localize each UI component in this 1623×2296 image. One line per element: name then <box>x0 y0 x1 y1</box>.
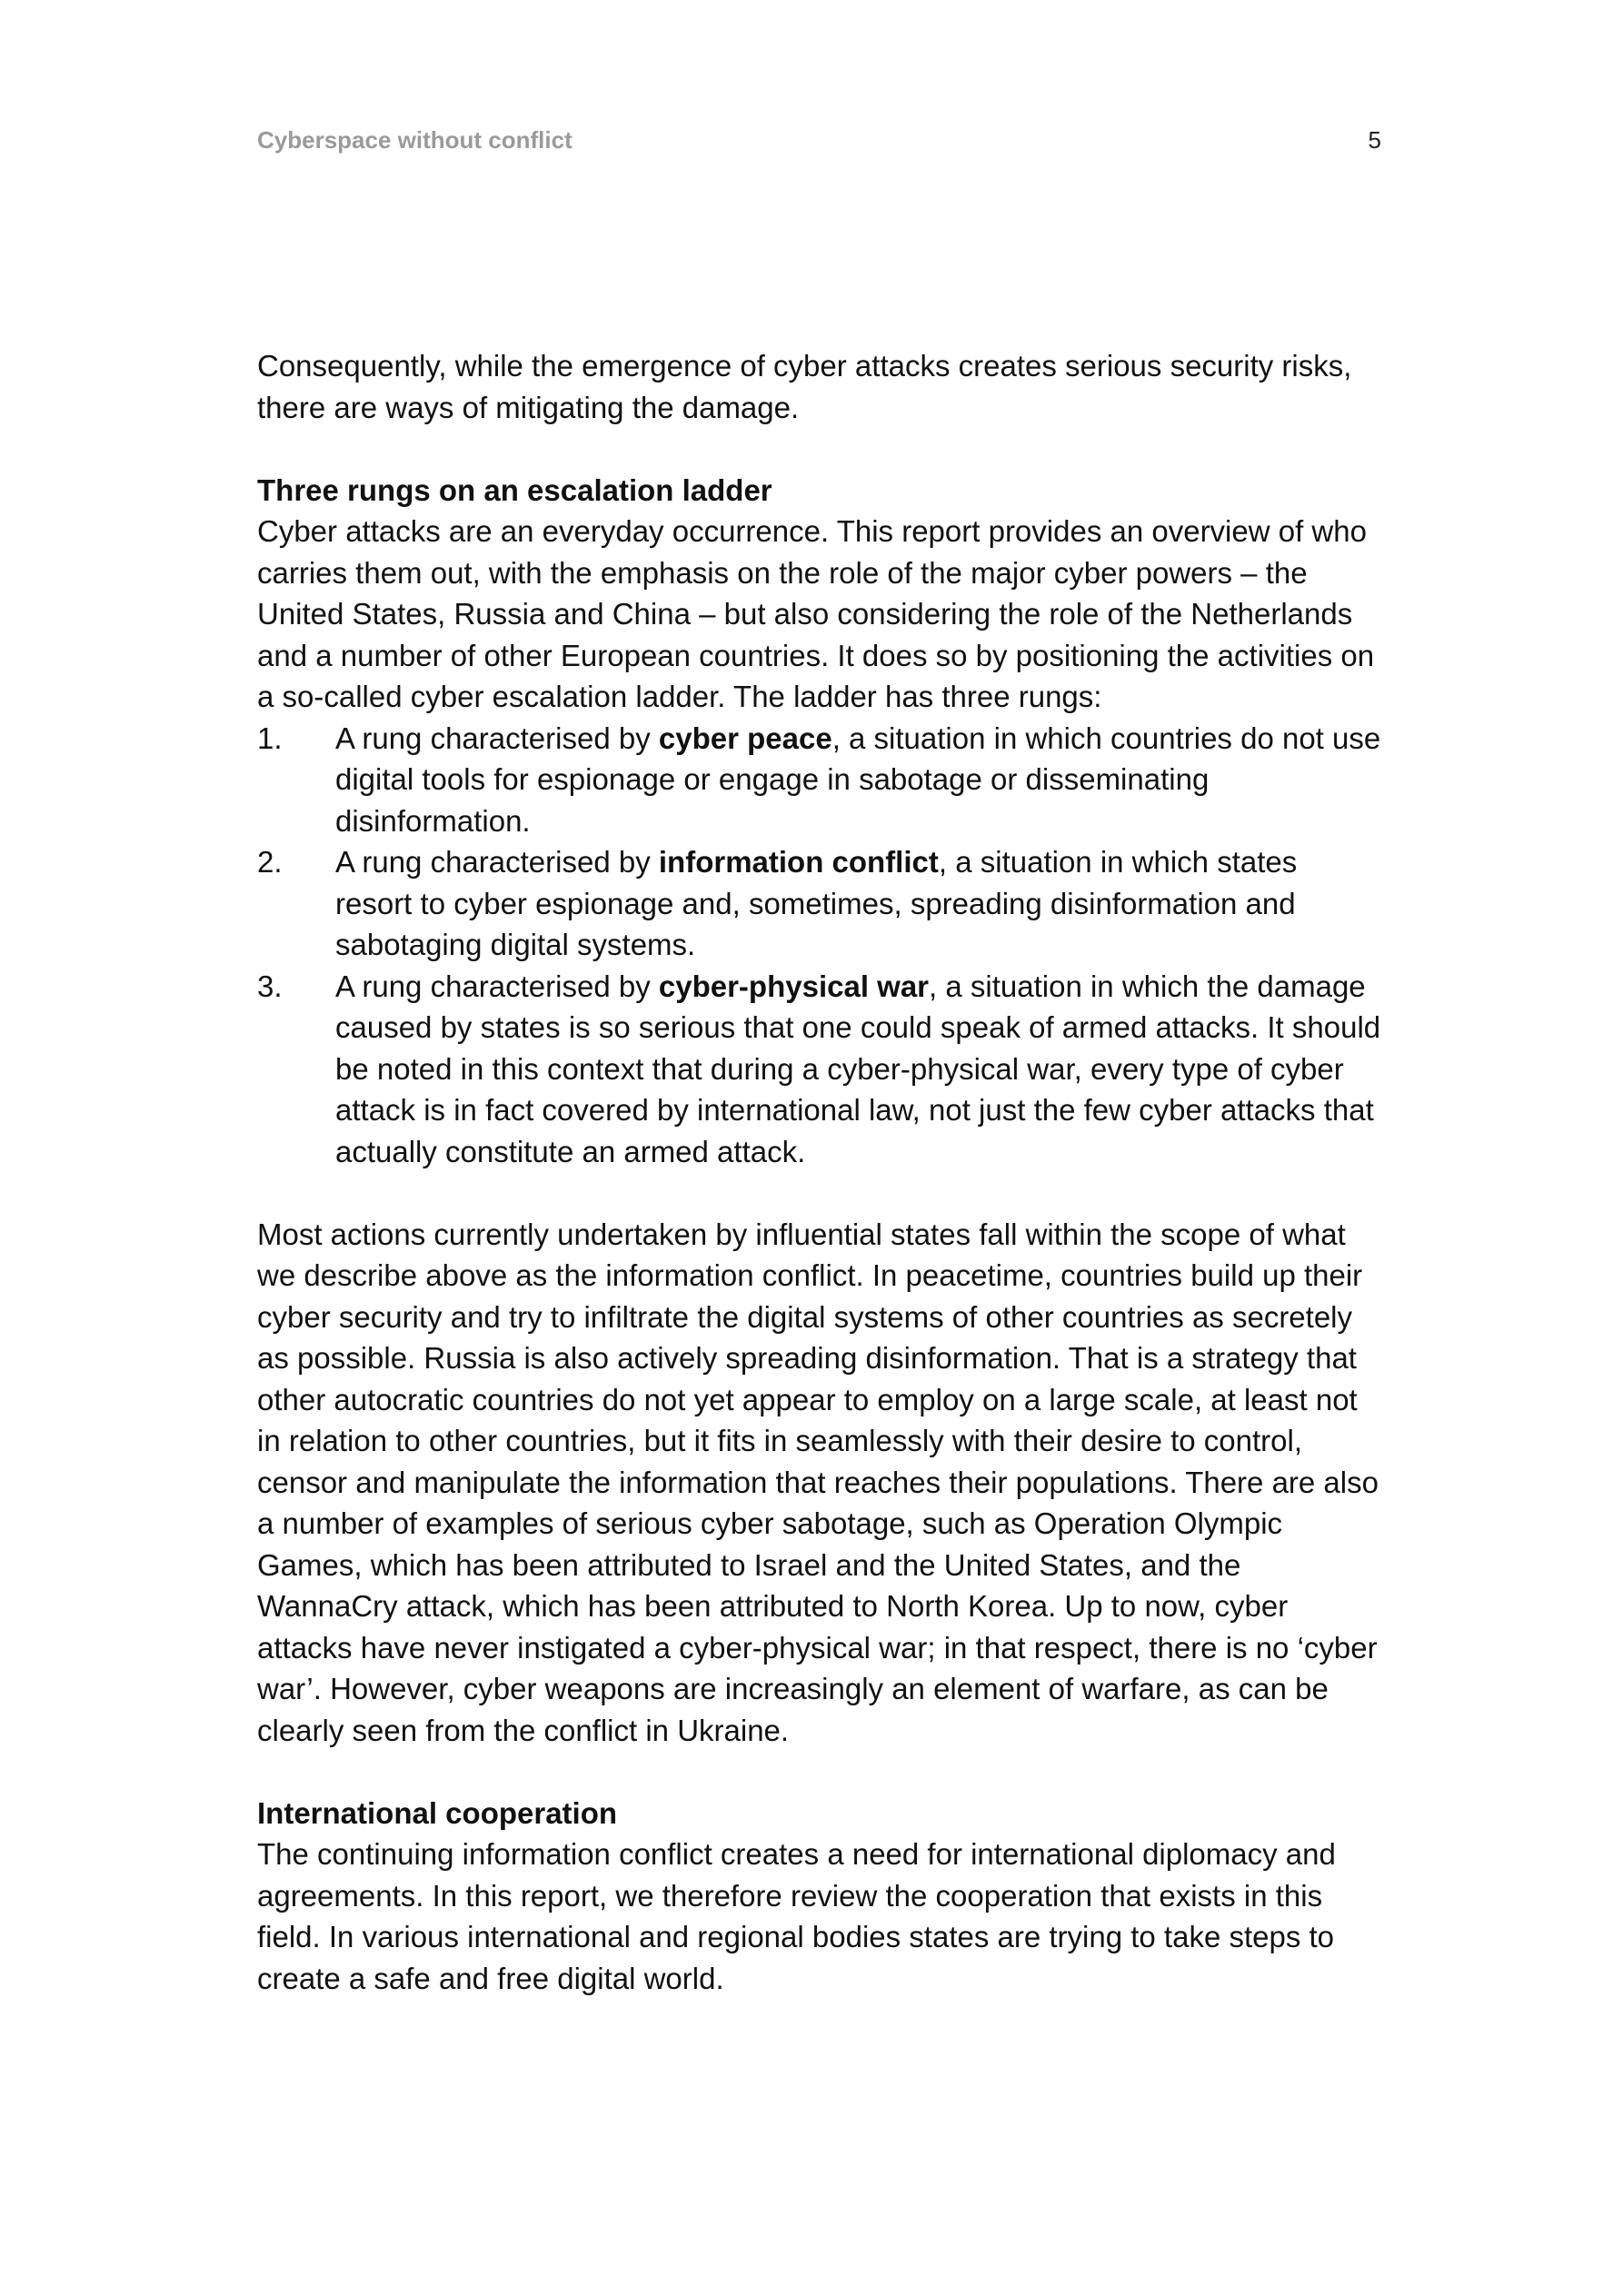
paragraph-spacer <box>257 1751 1381 1793</box>
information-conflict-paragraph: Most actions currently undertaken by influential states fall within the scope of what we describe above as the information conflict. In peacetime, countries build up their cyber security and try to infiltrate the digital systems of other countries as secretely as possible. Russia is also actively spreading disinformation. That is a strategy that other autocratic countries do not yet appear to employ on a large scale, at least not in relation to other countries, but it fits in seamlessly with their desire to control, censor and manipulate the information that reaches their populations. There are also a number of examples of serious cyber sabotage, such as Operation Olympic Games, which has been attributed to Israel and the United States, and the WannaCry attack, which has been attributed to North Korea. Up to now, cyber attacks have never instigated a cyber-physical war; in that respect, there is no ‘cyber war’. However, cyber weapons are increasingly an element of warfare, as can be clearly seen from the conflict in Ukraine. <box>257 1217 1379 1747</box>
list-item-term: cyber peace <box>658 721 832 755</box>
running-title: Cyberspace without conflict <box>257 126 573 154</box>
rungs-list <box>257 718 1381 1173</box>
list-item-rest: , a situation in which states resort to cyber espionage and, sometimes, spreading disinformation and sabotaging digital systems. <box>335 845 1298 961</box>
list-item <box>257 718 1381 842</box>
list-item-rest: , a situation in which countries do not use digital tools for espionage or engage in sabotage or disseminating disinformation. <box>335 721 1381 838</box>
intro-paragraph: Consequently, while the emergence of cyber attacks creates serious security risks, there are ways of mitigating the damage. <box>257 349 1352 424</box>
escalation-ladder-paragraph: Cyber attacks are an everyday occurrence. This report provides an overview of who carries them out, with the emphasis on the role of the major cyber powers – the United States, Russia and China – but also considering the role of the Netherlands and a number of other European countries. It does so by positioning the activities on a so-called cyber escalation ladder. The ladder has three rungs: <box>257 514 1375 713</box>
list-item-term: cyber-physical war <box>658 969 930 1003</box>
section-heading-international-cooperation: International cooperation <box>257 1795 618 1830</box>
paragraph-spacer <box>257 428 1381 470</box>
list-item-number: 2. <box>257 845 283 879</box>
international-cooperation-paragraph: The continuing information conflict creates a need for international diplomacy and agreements. In this report, we therefore review the cooperation that exists in this field. In various international and regional bodies states are trying to take steps to create a safe and free digital world. <box>257 1837 1336 1995</box>
list-item-number: 1. <box>257 721 283 755</box>
list-item-rest: , a situation in which the damage caused by states is so serious that one could speak of armed attacks. It should be noted in this context that during a cyber-physical war, every type of cyber attack is in fact covered by international law, not just the few cyber attacks that actually constitute an armed attack. <box>335 969 1381 1168</box>
page-number: 5 <box>1368 126 1381 154</box>
paragraph-spacer <box>257 1172 1381 1214</box>
list-item-lead: A rung characterised by <box>335 721 659 755</box>
list-item-number: 3. <box>257 969 283 1003</box>
running-header <box>257 124 1381 156</box>
list-item <box>257 841 1381 966</box>
list-item <box>257 966 1381 1173</box>
list-item-lead: A rung characterised by <box>335 845 659 879</box>
list-item-term: information conflict <box>658 845 939 879</box>
document-body <box>257 345 1381 1999</box>
section-heading-escalation-ladder: Three rungs on an escalation ladder <box>257 472 772 507</box>
list-item-lead: A rung characterised by <box>335 969 659 1003</box>
